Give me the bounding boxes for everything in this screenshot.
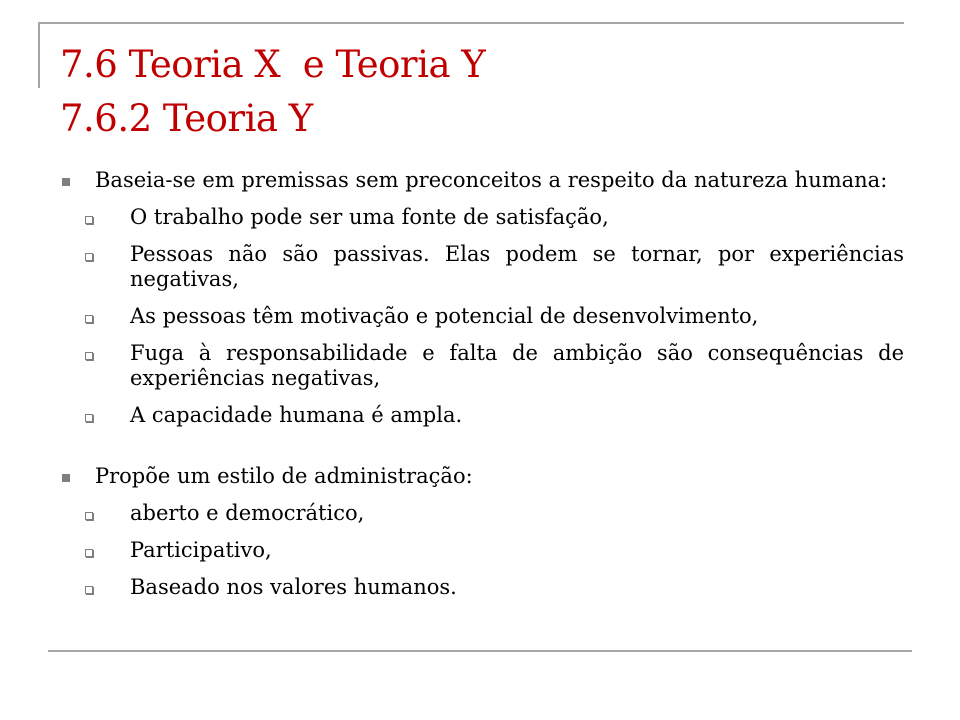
bullet-item (62, 464, 904, 489)
sub-bullet-item (62, 205, 904, 230)
top-rule (38, 22, 904, 24)
hollow-square-bullet-icon (85, 414, 93, 422)
hollow-square-bullet-icon (85, 512, 93, 520)
spacer (62, 440, 904, 464)
bullet-item (62, 168, 904, 193)
sub-bullet-item (62, 501, 904, 526)
slide-content (62, 168, 904, 612)
sub-bullet-item (62, 403, 904, 428)
bullet-text: Propõe um estilo de administração: (95, 464, 473, 488)
hollow-square-bullet-icon (85, 352, 93, 360)
title-line-2: 7.6.2 Teoria Y (60, 97, 313, 140)
bullet-text: Baseia-se em premissas sem preconceitos a respeito da natureza humana: (95, 168, 888, 192)
left-rule (38, 22, 40, 88)
sub-bullet-text: Fuga à responsabilidade e falta de ambição são consequências de experiências negativas, (130, 341, 904, 390)
hollow-square-bullet-icon (85, 549, 93, 557)
title-line-1: 7.6 Teoria X e Teoria Y (60, 43, 486, 86)
sub-bullet-text: A capacidade humana é ampla. (130, 403, 463, 427)
hollow-square-bullet-icon (85, 586, 93, 594)
sub-bullet-item (62, 538, 904, 563)
sub-bullet-text: Baseado nos valores humanos. (130, 575, 457, 599)
sub-bullet-text: Pessoas não são passivas. Elas podem se tornar, por experiências negativas, (130, 242, 904, 291)
bottom-rule (48, 650, 912, 652)
sub-bullet-item (62, 575, 904, 600)
slide-title (60, 38, 485, 146)
hollow-square-bullet-icon (85, 253, 93, 261)
sub-bullet-item (62, 304, 904, 329)
sub-bullet-text: Participativo, (130, 538, 272, 562)
sub-bullet-item (62, 242, 904, 292)
sub-bullet-item (62, 341, 904, 391)
sub-bullet-text: aberto e democrático, (130, 501, 365, 525)
square-bullet-icon (62, 178, 70, 186)
sub-bullet-text: As pessoas têm motivação e potencial de desenvolvimento, (130, 304, 759, 328)
hollow-square-bullet-icon (85, 216, 93, 224)
square-bullet-icon (62, 474, 70, 482)
hollow-square-bullet-icon (85, 315, 93, 323)
sub-bullet-text: O trabalho pode ser uma fonte de satisfação, (130, 205, 609, 229)
